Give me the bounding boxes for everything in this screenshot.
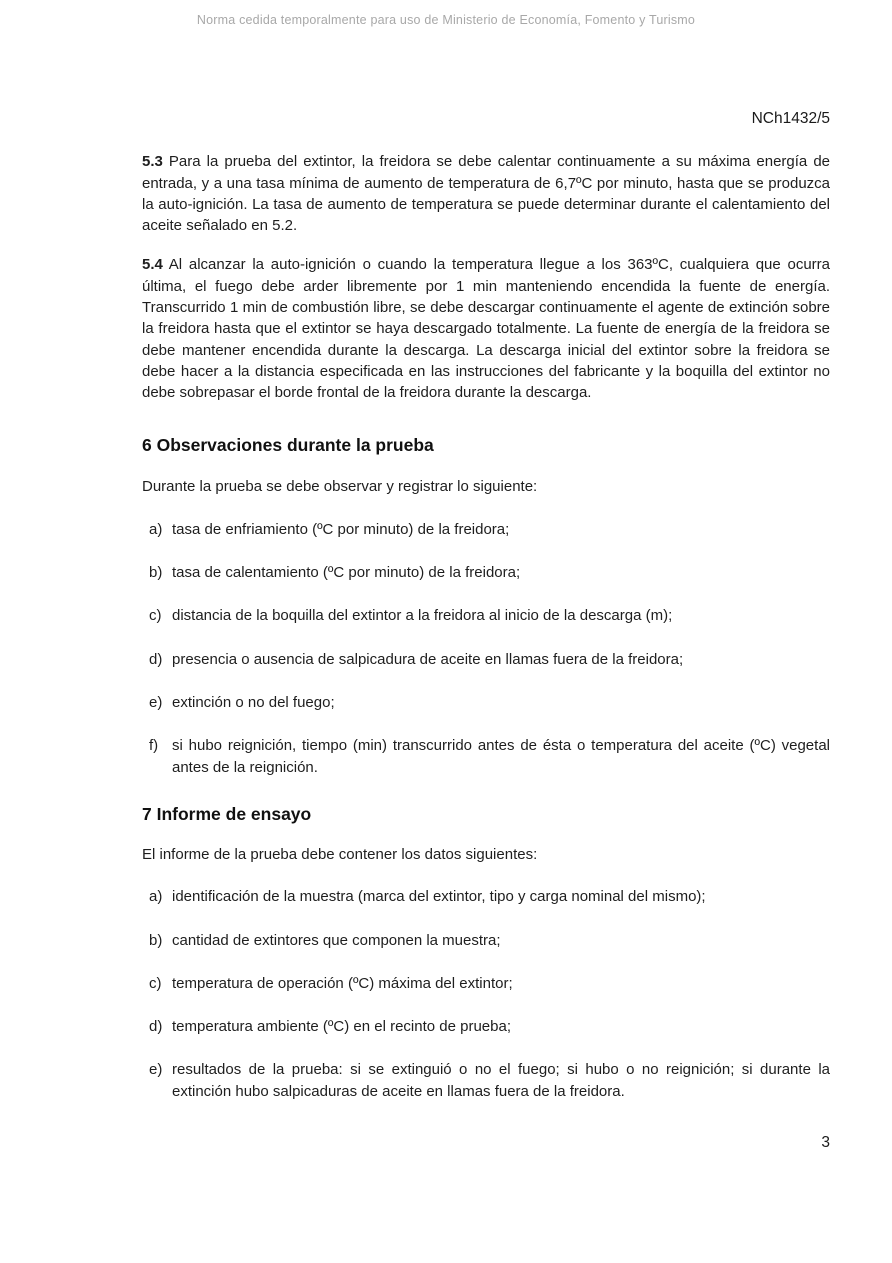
list-item-text: temperatura ambiente (ºC) en el recinto de prueba; <box>172 1018 511 1036</box>
list-item-label: e) <box>149 1061 163 1079</box>
usage-watermark: Norma cedida temporalmente para uso de Ministerio de Economía, Fomento y Turismo <box>196 13 696 27</box>
list-item-label: b) <box>149 564 163 582</box>
list-item <box>142 886 830 907</box>
section-6-title: 6 Observaciones durante la prueba <box>142 434 434 455</box>
section-7-title: 7 Informe de ensayo <box>142 803 312 824</box>
list-item-text: extinción o no del fuego; <box>172 694 335 712</box>
list-item-label: d) <box>149 1018 163 1036</box>
paragraph-5-4 <box>142 254 830 403</box>
list-item <box>142 692 830 713</box>
list-item-label: f) <box>149 737 159 755</box>
list-item-label: a) <box>149 888 163 906</box>
list-item <box>142 973 830 994</box>
list-item-text: tasa de enfriamiento (ºC por minuto) de la freidora; <box>172 520 510 538</box>
list-item <box>142 735 830 778</box>
clause-text: Al alcanzar la auto-ignición o cuando la temperatura llegue a los 363ºC, cualquiera que ocurra última, el fuego debe arder libremente por 1 min manteniendo encendida la fuente de energía. Transcurrido 1 min de combustión libre, se debe descargar continuamente el agente de extinción sobre la freidora hasta que el extintor se haya descargado totalmente. La fuente de energía de la freidora se debe mantener encendida durante la descarga. La descarga inicial del extintor sobre la freidora se debe hacer a la distancia especificada en las instrucciones del fabricante y la boquilla del extintor no debe sobrepasar el borde frontal de la freidora durante la descarga. <box>142 256 831 402</box>
section-7-intro: El informe de la prueba debe contener los datos siguientes: <box>142 845 538 863</box>
list-item-label: a) <box>149 520 163 538</box>
page-body <box>142 0 830 1102</box>
list-item <box>142 1059 830 1102</box>
list-item <box>142 930 830 951</box>
list-item <box>142 605 830 626</box>
list-item-label: d) <box>149 650 163 668</box>
list-item-label: c) <box>149 974 162 992</box>
list-item-label: e) <box>149 694 163 712</box>
list-item-label: b) <box>149 931 163 949</box>
list-item <box>142 519 830 540</box>
list-item-text: tasa de calentamiento (ºC por minuto) de la freidora; <box>172 564 521 582</box>
clause-text: Para la prueba del extintor, la freidora se debe calentar continuamente a su máxima energía de entrada, y a una tasa mínima de aumento de temperatura de 6,7ºC por minuto, hasta que se produzca la auto-ignición. La tasa de aumento de temperatura se puede determinar durante el calentamiento del aceite señalado en 5.2. <box>142 153 831 235</box>
list-item-text: cantidad de extintores que componen la muestra; <box>172 931 501 949</box>
list-item <box>142 649 830 670</box>
list-item <box>142 562 830 583</box>
clause-number: 5.4 <box>142 256 163 274</box>
document-code: NCh1432/5 <box>751 110 830 127</box>
section-6-list <box>142 519 830 778</box>
section-7-list <box>142 886 830 1102</box>
list-item-text: distancia de la boquilla del extintor a la freidora al inicio de la descarga (m); <box>172 607 673 625</box>
list-item <box>142 1016 830 1037</box>
clause-number: 5.3 <box>142 153 163 171</box>
page-number: 3 <box>821 1134 830 1151</box>
list-item-text: temperatura de operación (ºC) máxima del extintor; <box>172 974 513 992</box>
list-item-text: resultados de la prueba: si se extinguió o no el fuego; si hubo o no reignición; si durante la extinción hubo salpicaduras de aceite en llamas fuera de la freidora. <box>172 1061 830 1100</box>
paragraph-5-3 <box>142 151 830 236</box>
list-item-text: si hubo reignición, tiempo (min) transcurrido antes de ésta o temperatura del aceite (ºC) vegetal antes de la reignición. <box>172 737 830 776</box>
list-item-text: identificación de la muestra (marca del extintor, tipo y carga nominal del mismo); <box>172 888 706 906</box>
section-6-intro: Durante la prueba se debe observar y registrar lo siguiente: <box>142 477 538 495</box>
list-item-text: presencia o ausencia de salpicadura de aceite en llamas fuera de la freidora; <box>172 650 684 668</box>
list-item-label: c) <box>149 607 162 625</box>
